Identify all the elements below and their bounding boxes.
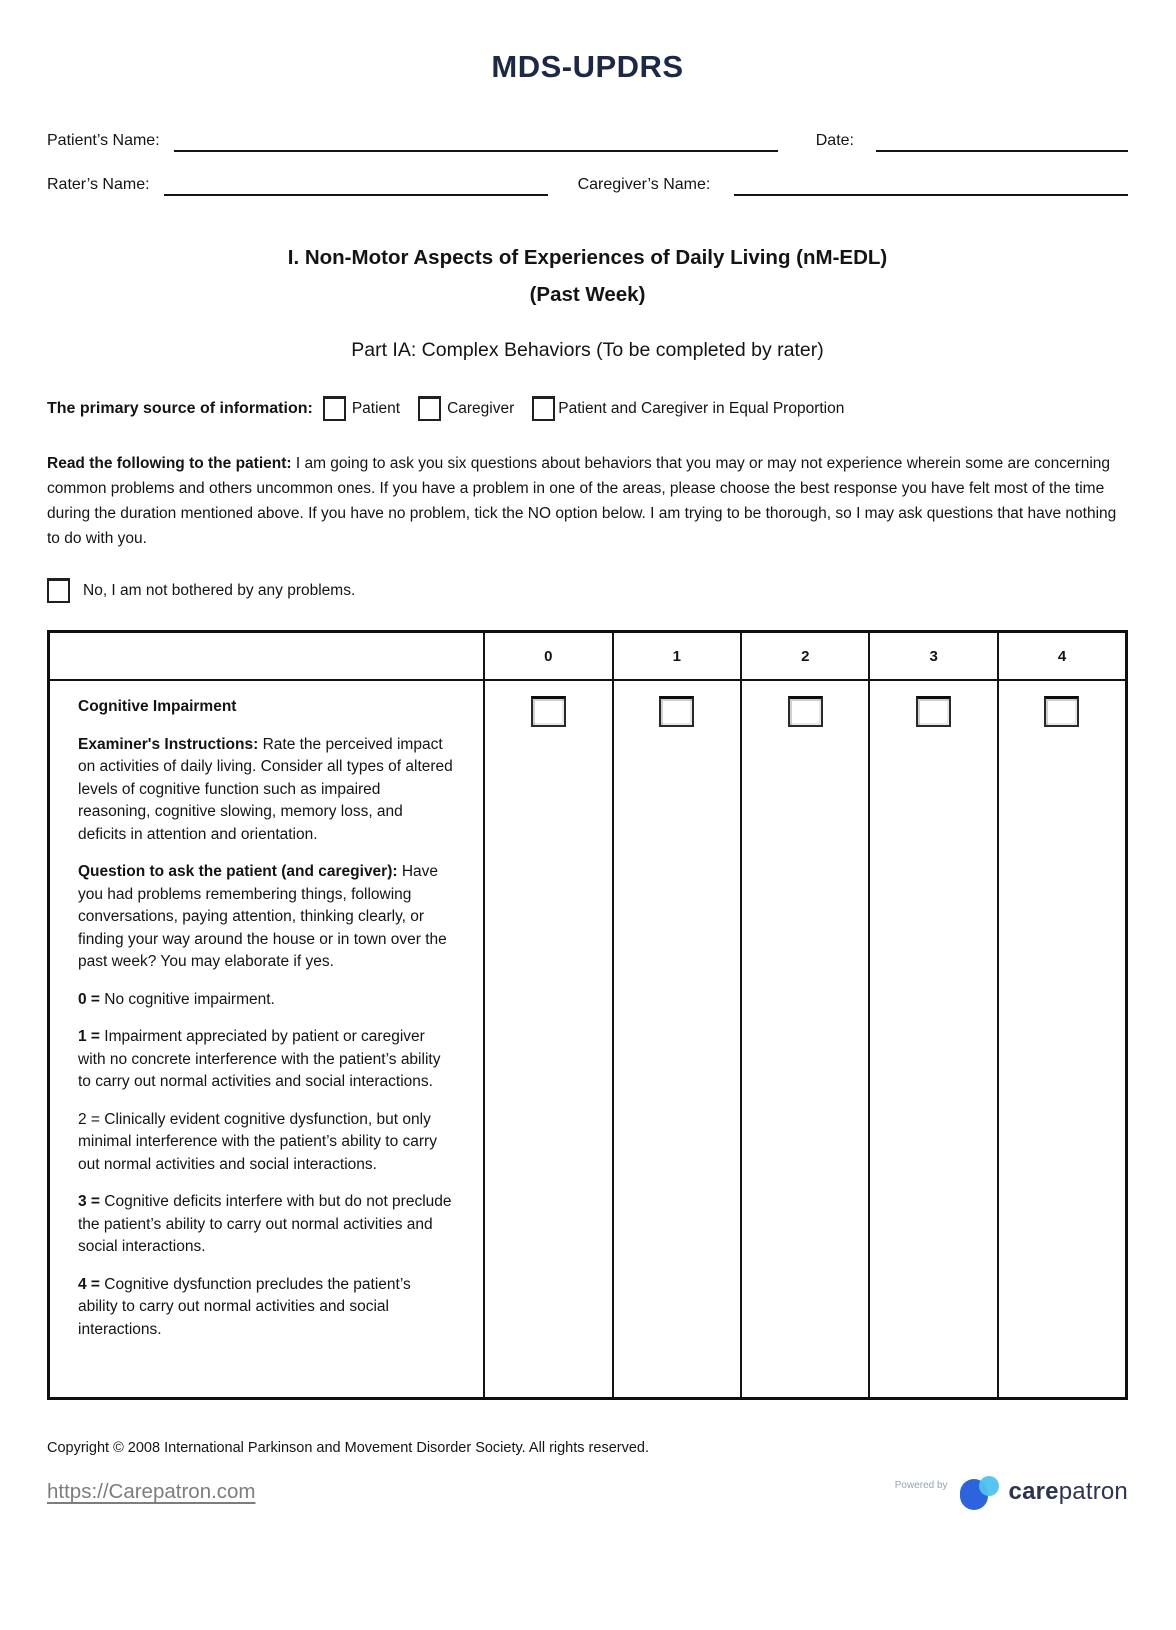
item-title: Cognitive Impairment bbox=[78, 698, 237, 715]
score-2-checkbox[interactable] bbox=[788, 696, 823, 727]
item-column-header bbox=[49, 632, 485, 681]
patient-name-field[interactable] bbox=[174, 132, 778, 152]
item-description-cell bbox=[49, 680, 485, 1399]
source-equal-proportion-checkbox[interactable] bbox=[532, 396, 555, 421]
source-caregiver-label: Caregiver bbox=[447, 399, 515, 417]
source-caregiver-checkbox[interactable] bbox=[418, 396, 441, 421]
rating-3-lead: 3 = bbox=[78, 1193, 100, 1210]
score-4-cell bbox=[998, 680, 1127, 1399]
examiner-instructions bbox=[78, 734, 453, 847]
form-title: MDS-UPDRS bbox=[491, 49, 684, 84]
read-instructions-body: I am going to ask you six questions about behaviors that you may or may not experience wherein some are concerning common problems and others uncommon ones. If you have a problem in one of the areas, please choose the best response you have felt most of the time during the duration mentioned above. If you have no problem, tick the NO option below. I am trying to be thorough, so I may ask questions that have nothing to do with you. bbox=[47, 455, 1117, 547]
score-header-1: 1 bbox=[613, 632, 741, 681]
no-problem-row bbox=[47, 578, 1128, 603]
carepatron-wordmark-bold: care bbox=[1008, 1478, 1059, 1505]
rating-2-text: Clinically evident cognitive dysfunction, but only minimal interference with the patient’s ability to carry out normal activities and social interactions. bbox=[78, 1110, 437, 1173]
examiner-instructions-body: Rate the perceived impact on activities of daily living. Consider all types of altered levels of cognitive function such as impaired reasoning, cognitive slowing, memory loss, and deficits in attention and orientation. bbox=[78, 735, 453, 843]
rating-0-text: No cognitive impairment. bbox=[99, 990, 275, 1008]
source-patient-label: Patient bbox=[351, 399, 401, 417]
rater-caregiver-row bbox=[47, 176, 1128, 196]
score-header-2: 2 bbox=[741, 632, 869, 681]
no-problem-label: No, I am not bothered by any problems. bbox=[83, 581, 356, 599]
rating-3-description bbox=[78, 1191, 453, 1259]
rating-4-lead: 4 = bbox=[78, 1275, 100, 1293]
patient-date-row bbox=[47, 132, 1128, 152]
patient-question-lead: Question to ask the patient (and caregiver): bbox=[78, 863, 398, 880]
score-3-cell bbox=[869, 680, 997, 1399]
rating-2-description bbox=[78, 1109, 453, 1177]
table-row-cognitive-impairment bbox=[49, 680, 1127, 1399]
rating-4-description bbox=[78, 1274, 453, 1342]
rating-1-description bbox=[78, 1026, 453, 1094]
patient-question bbox=[78, 861, 453, 974]
section-heading-line1: I. Non-Motor Aspects of Experiences of Daily Living (nM-EDL) bbox=[287, 246, 888, 269]
footer-bar bbox=[47, 1472, 1128, 1512]
rater-name-field[interactable] bbox=[164, 176, 548, 196]
rating-0-description bbox=[78, 989, 453, 1012]
caregiver-name-label: Caregiver’s Name: bbox=[577, 176, 711, 193]
score-0-cell bbox=[484, 680, 612, 1399]
part-subheading: Part IA: Complex Behaviors (To be completed by rater) bbox=[351, 339, 824, 361]
source-patient-checkbox[interactable] bbox=[323, 396, 346, 421]
score-4-checkbox[interactable] bbox=[1044, 696, 1079, 727]
rating-2-lead: 2 = bbox=[78, 1110, 100, 1128]
carepatron-link[interactable]: https://Carepatron.com bbox=[47, 1480, 256, 1503]
score-header-0: 0 bbox=[484, 632, 612, 681]
score-2-cell bbox=[741, 680, 869, 1399]
rating-1-lead: 1 = bbox=[78, 1028, 100, 1045]
section-heading-line2: (Past Week) bbox=[529, 283, 646, 306]
date-field[interactable] bbox=[876, 132, 1128, 152]
copyright-text: Copyright © 2008 International Parkinson and Movement Disorder Society. All rights reserved. bbox=[47, 1440, 649, 1456]
patient-question-body: Have you had problems remembering things, following conversations, paying attention, thinking clearly, or finding your way around the house or in town over the past week? You may elaborate if yes. bbox=[78, 863, 447, 970]
read-instructions bbox=[47, 451, 1128, 551]
primary-source-row bbox=[47, 396, 1128, 421]
score-header-4: 4 bbox=[998, 632, 1127, 681]
source-equal-proportion-label: Patient and Caregiver in Equal Proportion bbox=[558, 399, 845, 417]
no-problem-checkbox[interactable] bbox=[47, 578, 70, 603]
rating-4-text: Cognitive dysfunction precludes the patient’s ability to carry out normal activities and social interactions. bbox=[78, 1275, 411, 1338]
patient-name-label: Patient’s Name: bbox=[47, 132, 160, 149]
examiner-instructions-lead: Examiner's Instructions: bbox=[78, 735, 259, 753]
carepatron-wordmark-light: patron bbox=[1058, 1478, 1128, 1505]
rating-table bbox=[47, 630, 1128, 1400]
date-label: Date: bbox=[815, 132, 854, 149]
score-0-checkbox[interactable] bbox=[531, 696, 566, 727]
carepatron-brand bbox=[895, 1472, 1128, 1512]
score-1-cell bbox=[613, 680, 741, 1399]
rating-3-text: Cognitive deficits interfere with but do not preclude the patient’s ability to carry out normal activities and social interactions. bbox=[78, 1193, 452, 1255]
primary-source-label: The primary source of information: bbox=[47, 399, 313, 417]
caregiver-name-field[interactable] bbox=[734, 176, 1128, 196]
score-header-row bbox=[49, 632, 1127, 681]
rating-1-text: Impairment appreciated by patient or caregiver with no concrete interference with the patient’s ability to carry out normal activities and social interactions. bbox=[78, 1028, 441, 1090]
carepatron-wordmark bbox=[1009, 1478, 1128, 1506]
read-instructions-lead: Read the following to the patient: bbox=[47, 455, 292, 472]
rater-name-label: Rater’s Name: bbox=[47, 176, 150, 193]
powered-by-label: Powered by bbox=[894, 1479, 948, 1491]
score-header-3: 3 bbox=[869, 632, 997, 681]
score-1-checkbox[interactable] bbox=[659, 696, 694, 727]
carepatron-logo-icon bbox=[958, 1472, 1002, 1512]
score-3-checkbox[interactable] bbox=[916, 696, 951, 727]
rating-0-lead: 0 = bbox=[78, 990, 100, 1008]
